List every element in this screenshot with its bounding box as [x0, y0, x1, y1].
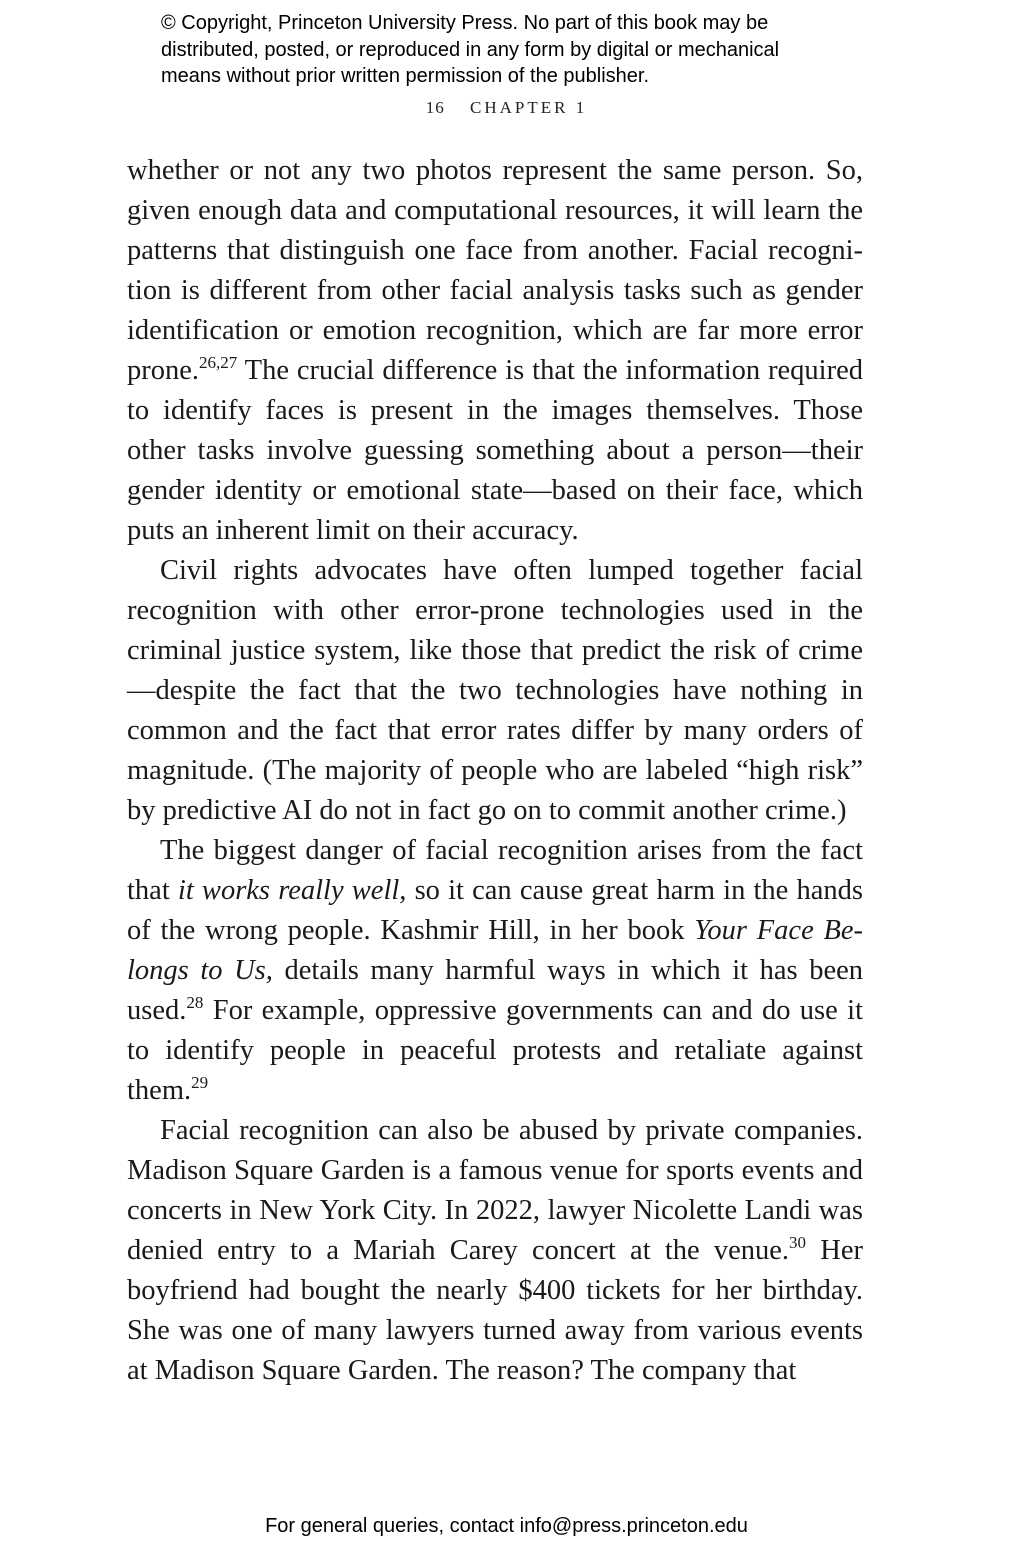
footnote-ref-30: 30: [789, 1232, 807, 1252]
paragraph-3: [127, 831, 863, 1111]
running-head: [0, 98, 1013, 118]
page-number: 16: [425, 98, 445, 117]
paragraph-3-text-d: For example, oppressive governments can and do use it to identify people in peaceful protests and retaliate against them.: [127, 995, 863, 1106]
paragraph-2: [127, 551, 863, 831]
paragraph-4-text-b: Her boyfriend had bought the nearly $400 tickets for her birthday. She was one of many lawyers turned away from various events at Madison Square Garden. The reason? The company that: [127, 1235, 863, 1386]
paragraph-3-text-c: details many harmful ways in which it has been used.: [127, 955, 863, 1026]
paragraph-1-text-a: whether or not any two photos represent the same person. So, given enough data and computational resources, it will learn the patterns that distinguish one face from another. Facial recognition is different from other facial analysis tasks such as gender identification or emotion recognition, which are far more error prone.: [127, 155, 863, 386]
paragraph-1: [127, 151, 863, 551]
paragraph-1-text-b: The crucial difference is that the information required to identify faces is present in the images themselves. Those other tasks involve guessing something about a person—their gender identity or emotional state—based on their face, which puts an inherent limit on their accuracy.: [127, 355, 863, 546]
chapter-label: CHAPTER 1: [470, 98, 588, 117]
copyright-line-3: means without prior written permission of the publisher.: [161, 65, 650, 87]
paragraph-3-text-b: so it can cause great harm in the hands of the wrong people. Kashmir Hill, in her book: [127, 875, 864, 946]
footnote-ref-26-27: 26,27: [199, 352, 238, 372]
footer-contact: For general queries, contact info@press.princeton.edu: [265, 1515, 748, 1537]
paragraph-4-text-a: Facial recognition can also be abused by private companies. Madison Square Garden is a famous venue for sports events and concerts in New York City. In 2022, lawyer Nicolette Landi was denied entry to a Mariah Carey concert at the venue.: [127, 1115, 863, 1266]
paragraph-3-text-a: The biggest danger of facial recognition arises from the fact that: [127, 835, 863, 906]
emphasis-it-works-really-well: it works really well,: [177, 875, 407, 906]
body-text: [127, 151, 863, 1391]
footnote-ref-29: 29: [191, 1072, 209, 1092]
paragraph-4: [127, 1111, 863, 1391]
copyright-line-1: © Copyright, Princeton University Press. No part of this book may be: [161, 12, 769, 34]
book-title-your-face-belongs-to-us: Your Face Belongs to Us,: [127, 915, 863, 986]
copyright-notice: [161, 10, 881, 90]
footnote-ref-28: 28: [186, 992, 204, 1012]
paragraph-2-text: Civil rights advocates have often lumped together facial recognition with other error-prone technologies used in the criminal justice system, like those that predict the risk of crime—despite the fact that the two technologies have nothing in common and the fact that error rates differ by many orders of magnitude. (The majority of people who are labeled “high risk” by predictive AI do not in fact go on to commit another crime.): [127, 555, 863, 826]
copyright-line-2: distributed, posted, or reproduced in any form by digital or mechanical: [161, 38, 780, 61]
